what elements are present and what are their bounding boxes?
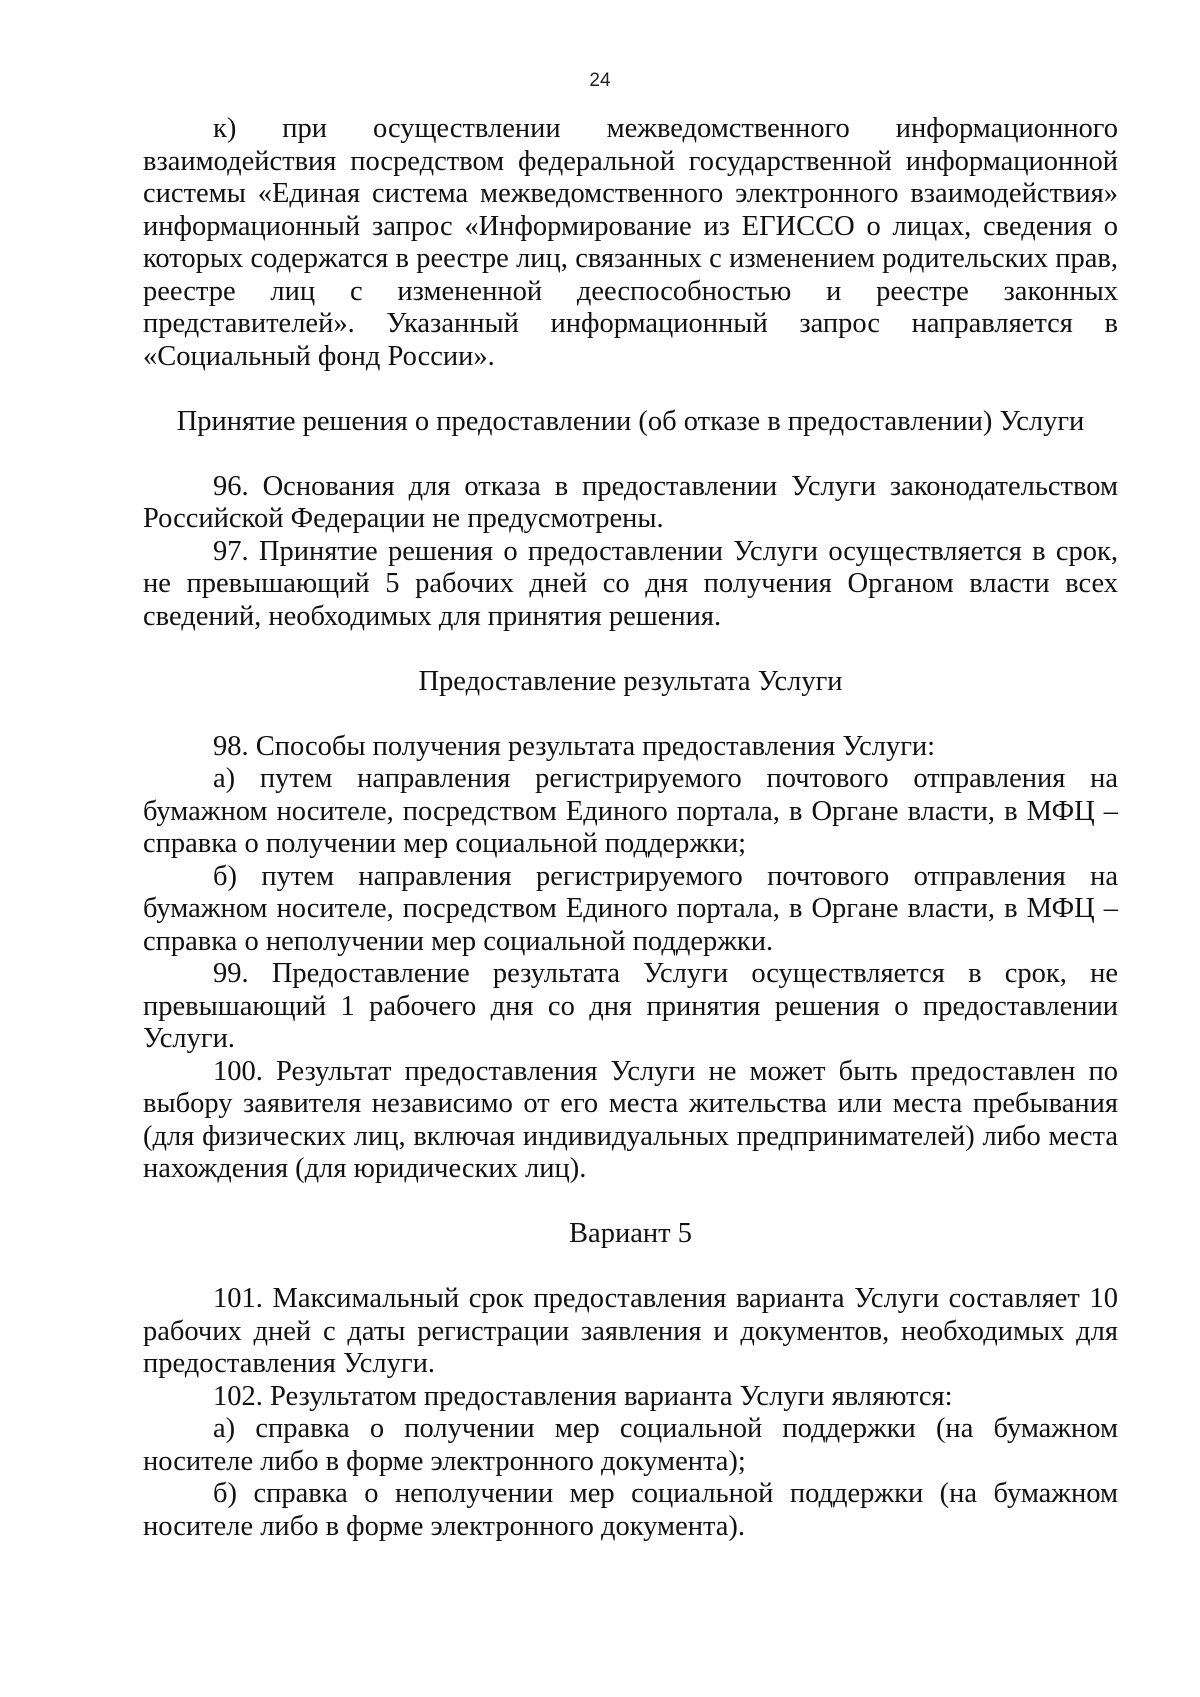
paragraph-101: 101. Максимальный срок предоставления варианта Услуги составляет 10 рабочих дней с даты регистрации заявления и документов, необходимых для предоставления Услуги. [143, 1283, 1118, 1379]
spacer [143, 438, 1118, 471]
document-body [143, 113, 1118, 1543]
page-number: 24 [589, 70, 611, 91]
paragraph-98: 98. Способы получения результата предоставления Услуги: [213, 730, 936, 762]
paragraph-102: 102. Результатом предоставления варианта Услуги являются: [213, 1380, 953, 1412]
paragraph-97: 97. Принятие решения о предоставлении Услуги осуществляется в срок, не превышающий 5 рабочих дней со дня получения Органом власти всех сведений, необходимых для принятия решения. [143, 535, 1118, 632]
paragraph-98-a: а) путем направления регистрируемого почтового отправления на бумажном носителе, посредством Единого портала, в Органе власти, в МФЦ – справка о получении мер социальной поддержки; [143, 763, 1118, 859]
paragraph-99: 99. Предоставление результата Услуги осуществляется в срок, не превышающий 1 рабочего дня со дня принятия решения о предоставлении Услуги. [143, 958, 1118, 1054]
paragraph-96: 96. Основания для отказа в предоставлении Услуги законодательством Российской Федерации не предусмотрены. [143, 470, 1118, 534]
spacer [143, 373, 1118, 406]
section-heading-decision: Принятие решения о предоставлении (об отказе в предоставлении) Услуги [176, 405, 1085, 437]
section-heading-variant-5: Вариант 5 [569, 1218, 692, 1249]
paragraph-100: 100. Результат предоставления Услуги не может быть предоставлен по выбору заявителя независимо от его места жительства или места пребывания (для физических лиц, включая индивидуальных предпринимателей) либо места нахождения (для юридических лиц). [143, 1055, 1118, 1184]
paragraph-102-a: а) справка о получении мер социальной поддержки (на бумажном носителе либо в форме электронного документа); [143, 1413, 1118, 1477]
paragraph-k: к) при осуществлении межведомственного информационного взаимодействия посредством федеральной государственной информационной системы «Единая система межведомственного электронного взаимодействия» информационный запрос «Информирование из ЕГИССО о лицах, сведения о которых содержатся в реестре лиц, связанных с изменением родительских прав, реестре лиц с измененной дееспособностью и реестре законных представителей». Указанный информационный запрос направляется в «Социальный фонд России». [143, 113, 1118, 372]
paragraph-98-b: б) путем направления регистрируемого почтового отправления на бумажном носителе, посредством Единого портала, в Органе власти, в МФЦ – справка о неполучении мер социальной поддержки. [143, 860, 1118, 957]
spacer [143, 698, 1118, 731]
spacer [143, 633, 1118, 666]
spacer [143, 1186, 1118, 1219]
section-heading-result: Предоставление результата Услуги [418, 665, 843, 697]
paragraph-102-b: б) справка о неполучении мер социальной поддержки (на бумажном носителе либо в форме электронного документа). [143, 1478, 1118, 1542]
spacer [143, 1251, 1118, 1284]
